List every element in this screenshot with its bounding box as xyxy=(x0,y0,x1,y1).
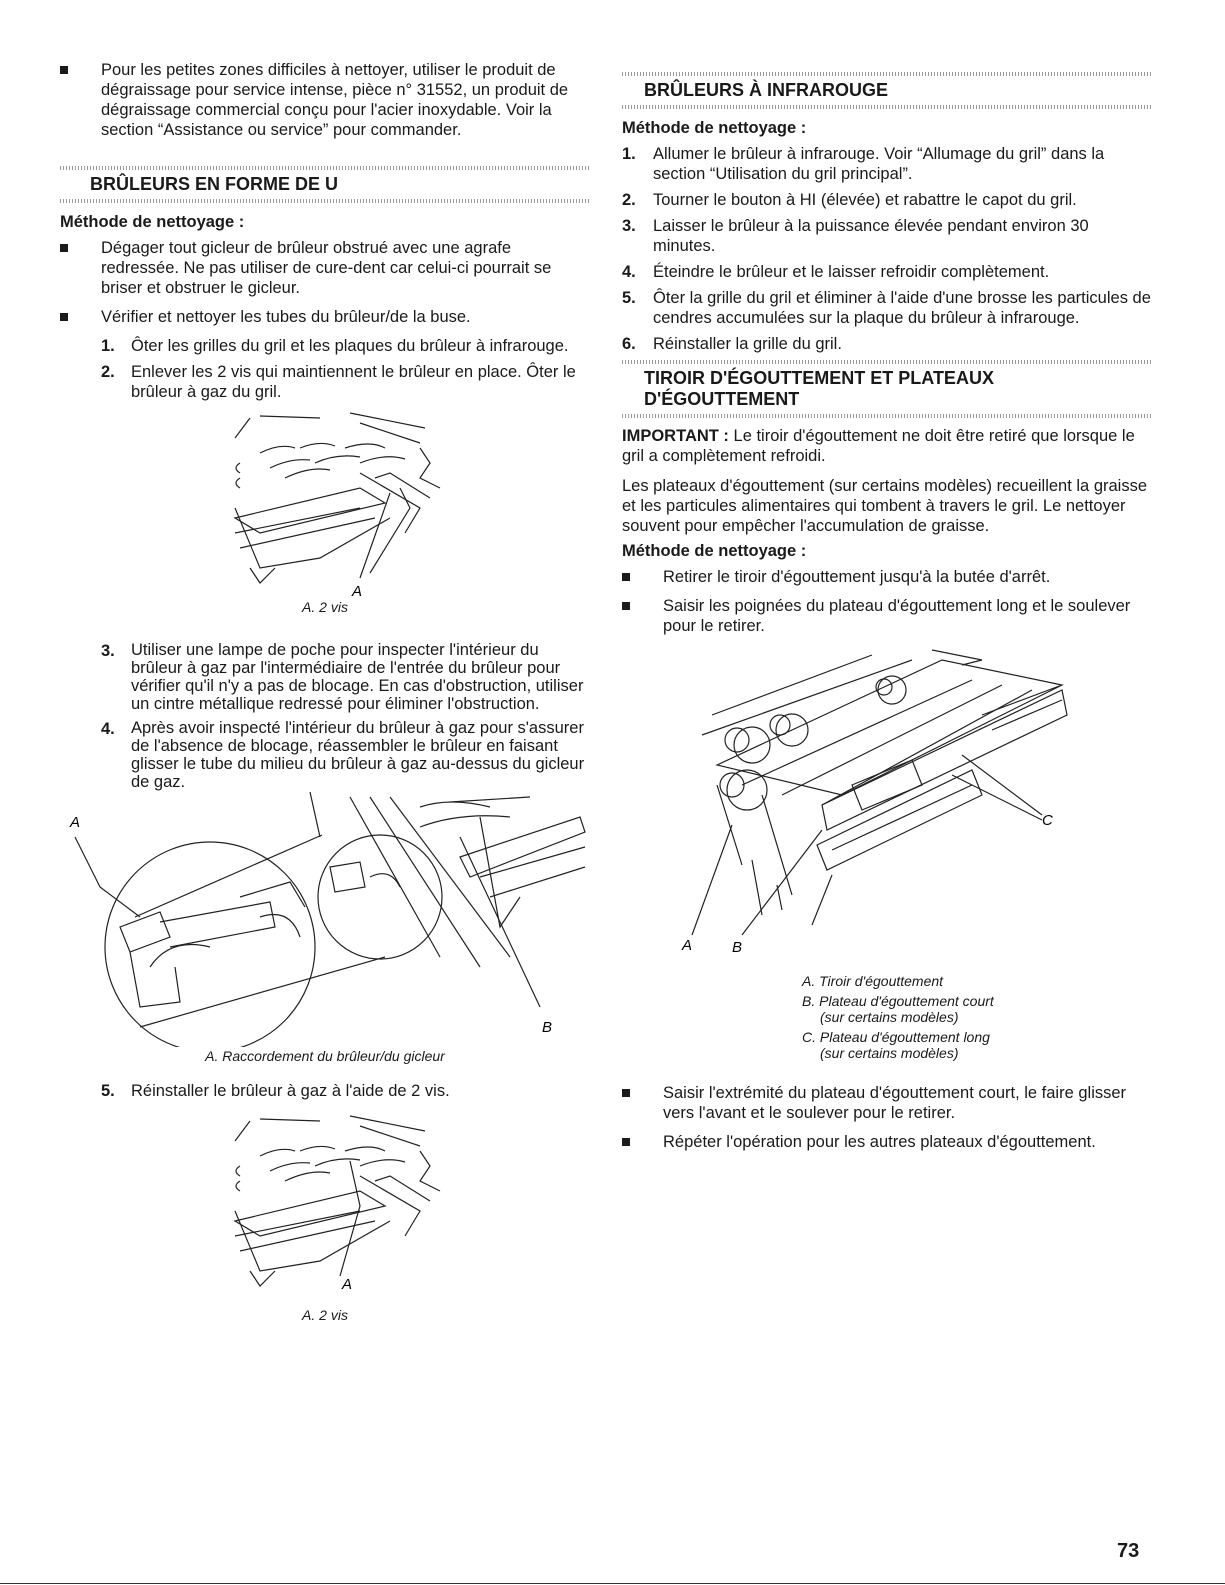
figure-caption: A. 2 vis xyxy=(302,1307,348,1323)
bullet-item xyxy=(622,1132,1152,1152)
step-text: Réinstaller le brûleur à gaz à l'aide de 2 vis. xyxy=(131,1082,450,1100)
method-heading: Méthode de nettoyage : xyxy=(622,119,807,137)
burner-figure-1 xyxy=(60,408,590,623)
method-heading: Méthode de nettoyage : xyxy=(60,213,245,231)
section-title: BRÛLEURS EN FORME DE U xyxy=(90,174,339,194)
bullet-text: Saisir les poignées du plateau d'égouttement long et le soulever pour le retirer. xyxy=(663,597,1131,635)
figure-caption: A. Raccordement du brûleur/du gicleur xyxy=(205,1048,445,1064)
important-note: IMPORTANT : Le tiroir d'égouttement ne doit être retiré que lorsque le gril a complètement refroidi. xyxy=(622,427,1135,465)
figure-caption: A. 2 vis xyxy=(302,599,348,615)
right-column xyxy=(622,72,1152,1161)
left-column xyxy=(60,60,590,1331)
bullet-text: Retirer le tiroir d'égouttement jusqu'à la butée d'arrêt. xyxy=(663,568,1051,586)
step-item: 2. Enlever les 2 vis qui maintiennent le brûleur en place. Ôter le brûleur à gaz du gril. xyxy=(60,362,590,402)
bullet-text: Saisir l'extrémité du plateau d'égouttement court, le faire glisser vers l'avant et le soulever pour le retirer. xyxy=(663,1084,1127,1122)
bullet-item xyxy=(60,238,590,298)
step-text: Après avoir inspecté l'intérieur du brûleur à gaz pour s'assurer de l'absence de blocage, réassembler le brûleur en faisant glisser le tube du milieu du brûleur à gaz au-dessus du gicleur de gaz. xyxy=(131,719,585,791)
bullet-item xyxy=(622,567,1152,587)
label-a: A xyxy=(342,1276,353,1293)
burner-connection-figure xyxy=(60,777,590,1067)
bullet-item xyxy=(60,60,590,140)
bullet-item xyxy=(622,596,1152,636)
step-item: 4. Éteindre le brûleur et le laisser refroidir complètement. xyxy=(622,262,1152,282)
step-text: Laisser le brûleur à la puissance élevée pendant environ 30 minutes. xyxy=(653,217,1089,255)
step-item: 1. Ôter les grilles du gril et les plaques du brûleur à infrarouge. xyxy=(60,336,590,356)
label-b: B xyxy=(542,1019,553,1036)
step-item: 5. Ôter la grille du gril et éliminer à l'aide d'une brosse les particules de cendres accumulées sur la plaque du brûleur à infrarouge. xyxy=(622,289,1151,327)
label-a: A xyxy=(70,814,81,831)
step-item: 6. Réinstaller la grille du gril. xyxy=(622,334,1152,354)
page-number: 73 xyxy=(1117,1540,1140,1562)
bullet-square xyxy=(60,66,68,74)
step-item: 1. Allumer le brûleur à infrarouge. Voir “Allumage du gril” dans la section “Utilisation du gril principal”. xyxy=(622,144,1152,184)
label-b: B xyxy=(732,939,743,956)
step-text: Ôter la grille du gril et éliminer à l'aide d'une brosse les particules de cendres accumulées sur la plaque du brûleur à infrarouge. xyxy=(653,289,1151,327)
section-title: TIROIR D'ÉGOUTTEMENT ET PLATEAUX D'ÉGOUTTEMENT xyxy=(644,368,994,409)
step-text: Ôter les grilles du gril et les plaques du brûleur à infrarouge. xyxy=(131,337,569,355)
burner-illustration xyxy=(60,1111,590,1306)
step-item: 4. Après avoir inspecté l'intérieur du brûleur à gaz pour s'assurer de l'absence de blocage, réassembler le brûleur en faisant glisser le tube du milieu du brûleur à gaz au-dessus du gicleur de gaz. xyxy=(60,719,590,791)
step-text: Utiliser une lampe de poche pour inspecter l'intérieur du brûleur à gaz par l'intermédiaire de l'entrée du brûleur pour vérifier qu'il n'y a pas de blocage. En cas d'obstruction, utiliser un cintre métallique redressé pour éliminer l'obstruction. xyxy=(131,641,584,713)
section-title: BRÛLEURS À INFRAROUGE xyxy=(644,80,889,100)
step-text: Tourner le bouton à HI (élevée) et rabattre le capot du gril. xyxy=(653,191,1077,209)
drip-tray-illustration xyxy=(622,645,1152,965)
bullet-text: Vérifier et nettoyer les tubes du brûleur/de la buse. xyxy=(101,308,471,326)
step-item: 3. Laisser le brûleur à la puissance élevée pendant environ 30 minutes. xyxy=(622,216,1152,256)
paragraph: Les plateaux d'égouttement (sur certains modèles) recueillent la graisse et les particules alimentaires qui tombent à travers le gril. Le nettoyer souvent pour empêcher l'accumulation de graisse. xyxy=(622,477,1148,535)
label-a: A xyxy=(682,937,693,954)
figure-legend: A. Tiroir d'égouttement B. Plateau d'égouttement court (sur certains modèles) C. Plateau d'égouttement long (sur certains modèles) xyxy=(802,973,994,1061)
bullet-text: Dégager tout gicleur de brûleur obstrué avec une agrafe redressée. Ne pas utiliser de cure-dent car celui-ci pourrait se briser et obstruer le gicleur. xyxy=(101,239,552,297)
step-item: 2. Tourner le bouton à HI (élevée) et rabattre le capot du gril. xyxy=(622,190,1152,210)
bullet-text: Pour les petites zones difficiles à nettoyer, utiliser le produit de dégraissage pour service intense, pièce n° 31552, un produit de dégraissage commercial conçu pour l'acier inoxydable. Voir la section “Assistance ou service” pour commander. xyxy=(101,61,569,139)
step-item: 5. Réinstaller le brûleur à gaz à l'aide de 2 vis. xyxy=(60,1081,590,1101)
step-text: Éteindre le brûleur et le laisser refroidir complètement. xyxy=(653,263,1050,281)
page-bottom-rule xyxy=(0,1583,1225,1584)
section-header xyxy=(60,166,590,203)
drip-tray-figure xyxy=(622,645,1152,965)
label-c: C xyxy=(1042,812,1053,829)
section-header xyxy=(622,360,1152,418)
burner-illustration xyxy=(60,408,590,598)
bullet-item xyxy=(60,307,590,327)
burner-connection-illustration xyxy=(60,777,590,1047)
step-item: 3. Utiliser une lampe de poche pour inspecter l'intérieur du brûleur à gaz par l'intermédiaire de l'entrée du brûleur pour vérifier qu'il n'y a pas de blocage. En cas d'obstruction, utiliser un cintre métallique redressé pour éliminer l'obstruction. xyxy=(60,641,590,713)
label-a: A xyxy=(352,583,363,598)
important-label: IMPORTANT : xyxy=(622,427,729,445)
step-text: Enlever les 2 vis qui maintiennent le brûleur en place. Ôter le brûleur à gaz du gril. xyxy=(131,363,576,401)
step-text: Réinstaller la grille du gril. xyxy=(653,335,842,353)
bullet-item xyxy=(622,1083,1152,1123)
step-text: Allumer le brûleur à infrarouge. Voir “Allumage du gril” dans la section “Utilisation du gril principal”. xyxy=(653,145,1105,183)
burner-figure-3 xyxy=(60,1111,590,1331)
bullet-text: Répéter l'opération pour les autres plateaux d'égouttement. xyxy=(663,1133,1096,1151)
section-header xyxy=(622,72,1152,109)
method-heading: Méthode de nettoyage : xyxy=(622,542,807,560)
